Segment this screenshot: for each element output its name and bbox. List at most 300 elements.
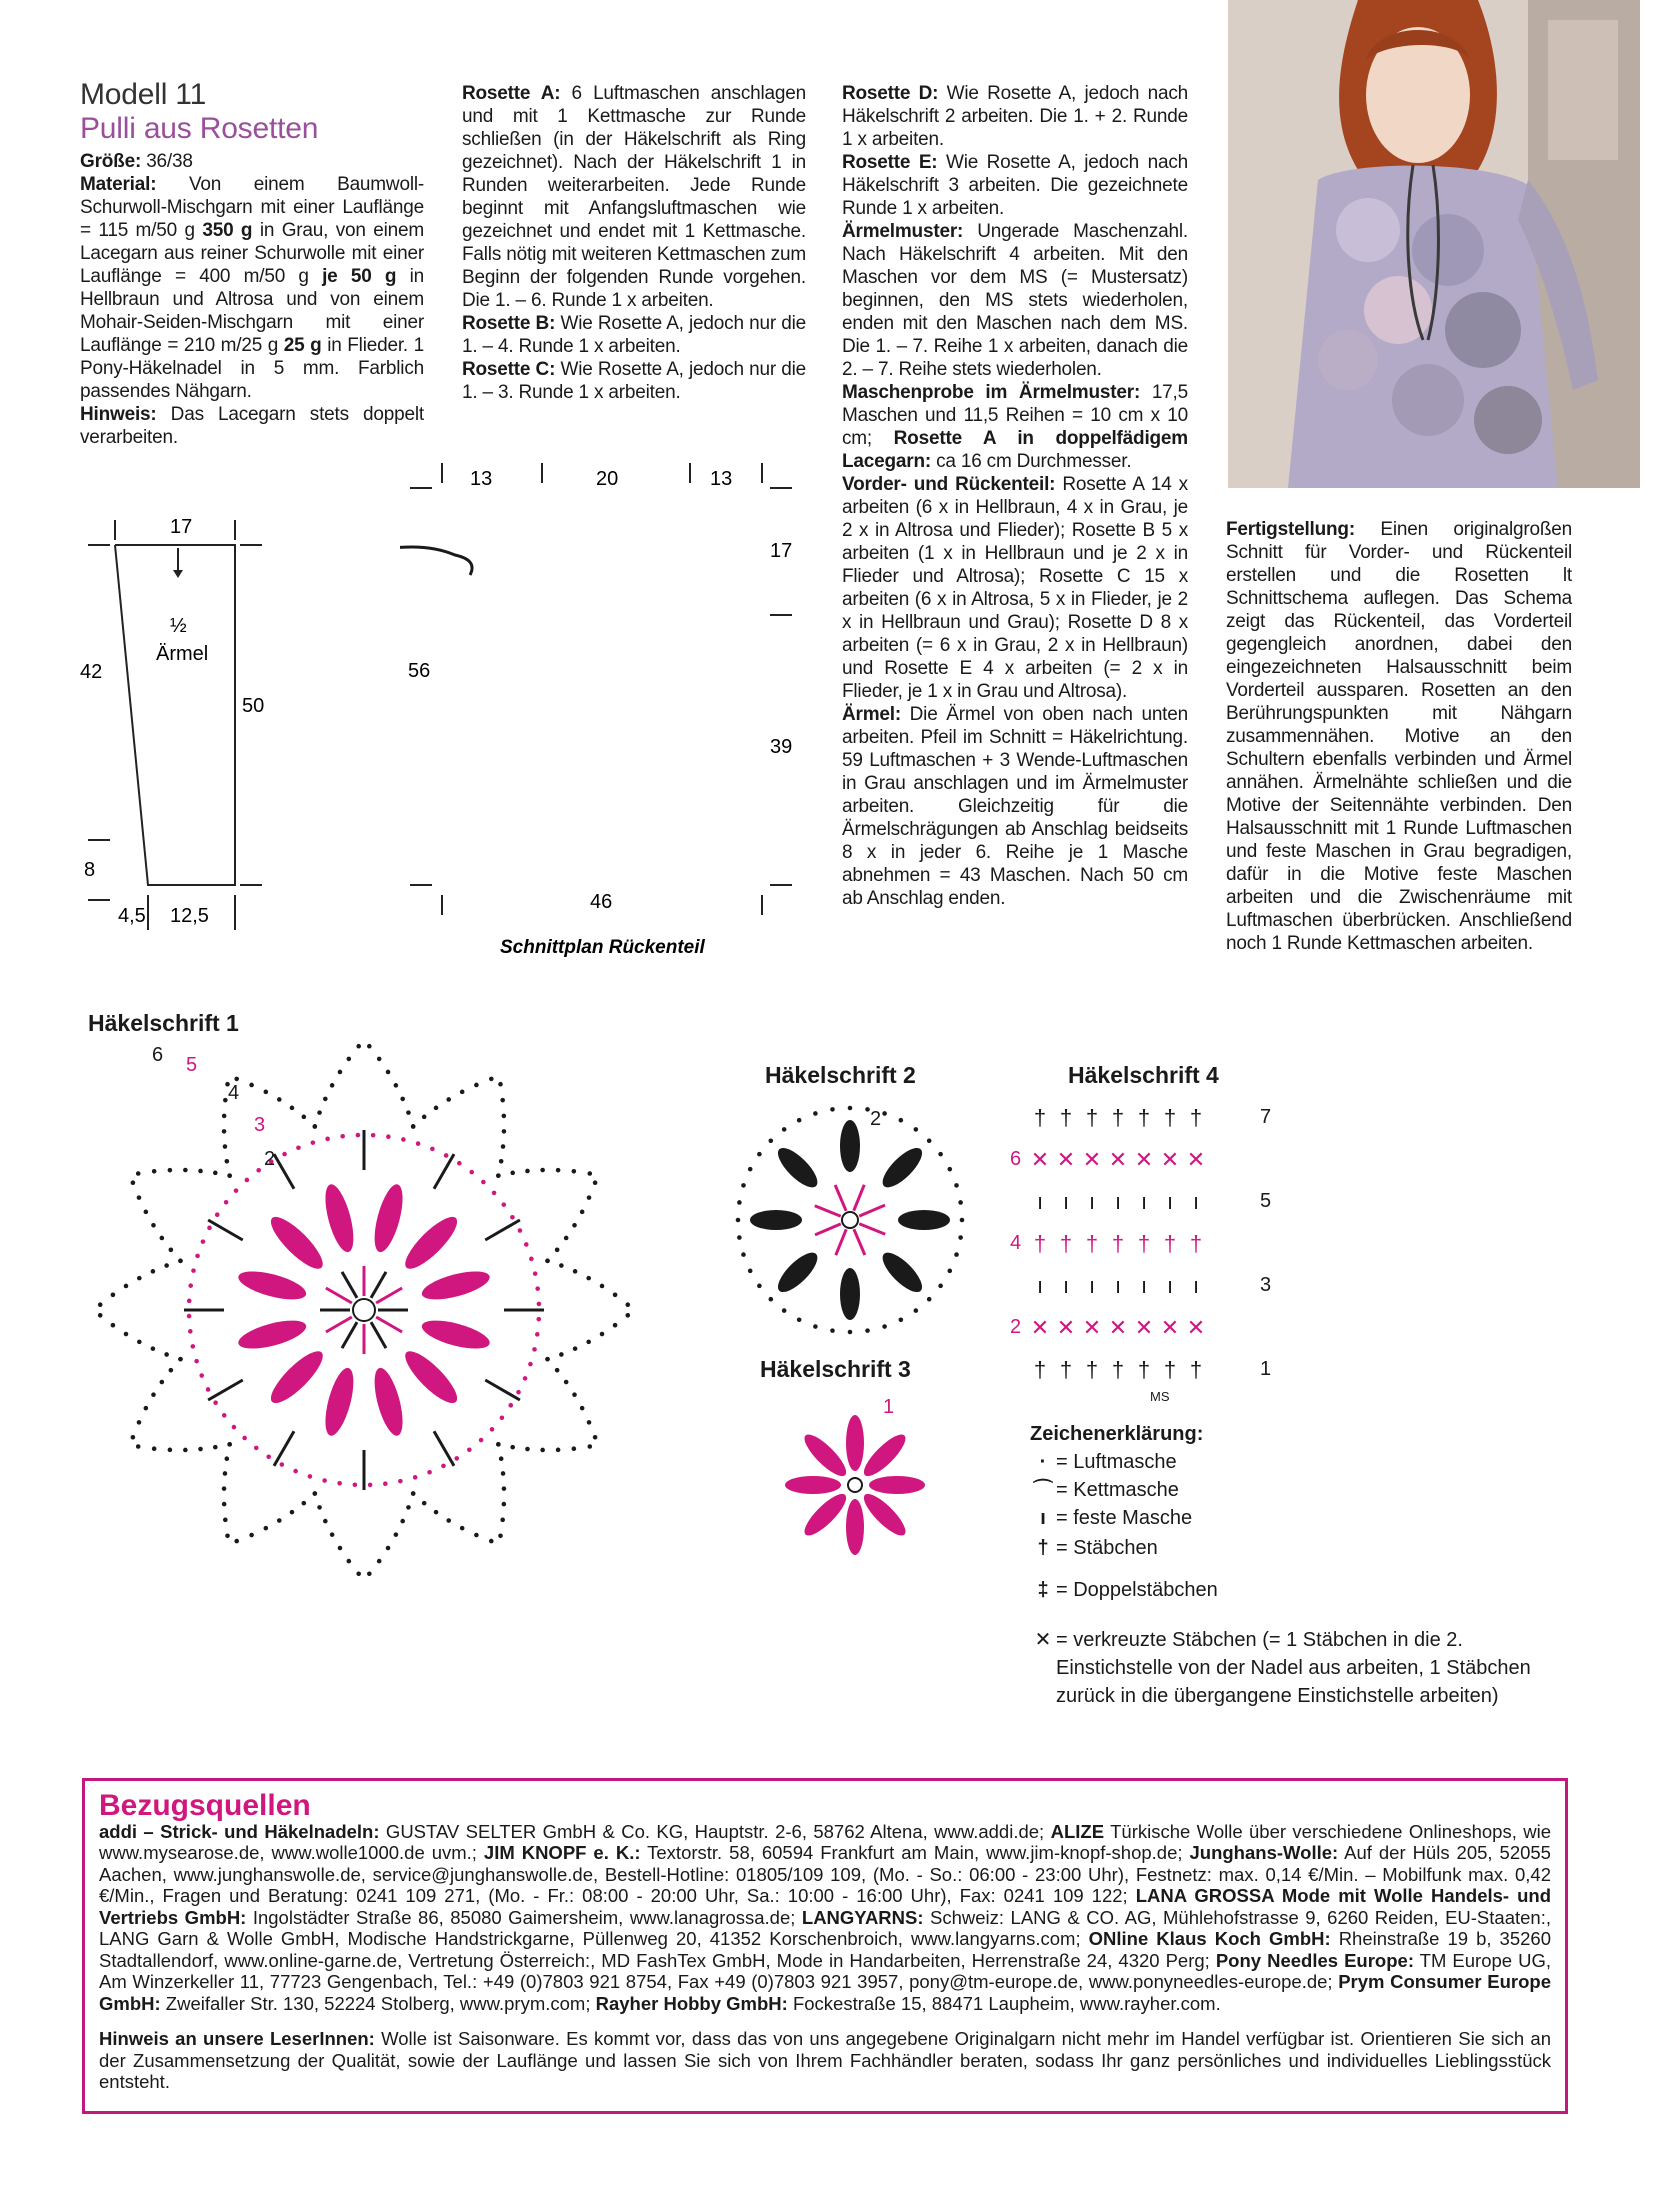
round-number: 5 <box>1260 1190 1272 1212</box>
material-text: in Hellbraun und Altrosa und von einem Mohair-Seiden-Mischgarn mit einer Lauflänge = 210 m/25 g <box>80 266 425 356</box>
chain-mark <box>469 1170 474 1175</box>
stitch-mark: ı <box>1140 1273 1148 1298</box>
chain-mark <box>914 1127 919 1132</box>
sleeve-label: Ärmel: <box>842 704 901 725</box>
chain-mark <box>848 1330 853 1335</box>
chain-mark <box>422 1501 427 1506</box>
chain-mark <box>164 1263 169 1268</box>
gauge-paragraph <box>842 381 1188 473</box>
chain-mark <box>293 1469 298 1474</box>
chain-mark <box>882 1111 887 1116</box>
chain-mark <box>330 1083 335 1088</box>
model-label: Modell 11 <box>80 78 207 111</box>
double-crochet-icon: † <box>1037 1537 1049 1559</box>
chain-mark <box>457 1161 462 1166</box>
chain-mark <box>313 1124 318 1129</box>
chain-mark <box>416 1141 421 1146</box>
chain-mark <box>769 1297 774 1302</box>
legend-item <box>1030 1448 1550 1476</box>
cluster-mark <box>320 1182 359 1255</box>
chain-mark <box>232 1425 237 1430</box>
chain-mark <box>537 1302 542 1307</box>
stitch-mark: ı <box>1166 1189 1174 1214</box>
stitch-mark: ı <box>1192 1273 1200 1298</box>
chain-mark <box>282 1152 287 1157</box>
chain-mark <box>222 1413 227 1418</box>
legend-text: = Stäbchen <box>1056 1537 1158 1559</box>
chain-mark <box>188 1283 193 1288</box>
chain-mark <box>98 1313 103 1318</box>
chain-mark <box>377 1057 382 1062</box>
size-value: 36/38 <box>146 151 193 172</box>
sources-box <box>82 1778 1568 2114</box>
chain-mark <box>198 1447 203 1452</box>
chain-mark <box>587 1444 592 1449</box>
round-number: 4 <box>1010 1232 1022 1254</box>
reader-note <box>99 2028 1551 2093</box>
stitch-mark <box>376 1317 402 1332</box>
hint-paragraph <box>80 403 424 449</box>
chain-mark <box>137 1340 142 1345</box>
chain-mark <box>479 1438 484 1443</box>
source-text: Auf der Hüls 205, 52055 Aachen, www.junghanswolle.de, service@junghanswolle.de, Bestell-Hotline: 01805/109 109, (Mo. - So.: 06:00 - 23:00 Uhr), Festnetz: max. 0,14 €/Min. – Mobilfunk max. 0,42 €/Min., Fragen und Beratung: 0241 109 271, (Mo. - Fr.: 08:00 - 20:00 Uhr, Sa.: 10:00 - 16:00 Uhr), Fax: 0241 109 122; <box>99 1842 1551 1906</box>
source-text: Rheinstraße 19 b, 35260 Stadtallendorf, www.online-garne.de, Vertretung Österreich:, MD FashTex GmbH, Mode in Handarbeiten, Herrenstraße 24, 4320 Perg; <box>99 1928 1552 1971</box>
chain-mark <box>340 1134 345 1139</box>
stitch-mark: ✕ <box>1160 1147 1180 1172</box>
column-materials <box>80 78 424 449</box>
gauge-label-2: Rosette A in doppelfädigem Lacegarn: <box>842 428 1188 472</box>
stitch-mark: † <box>1137 1105 1151 1130</box>
chain-mark <box>249 1533 254 1538</box>
chain-mark <box>313 1491 318 1496</box>
sleeve-pattern-label: Ärmelmuster: <box>842 221 964 242</box>
chain-mark <box>938 1284 943 1289</box>
hint-label: Hinweis: <box>80 404 157 425</box>
chain-mark <box>356 1571 361 1576</box>
chain-mark <box>498 1533 503 1538</box>
chain-mark <box>164 1352 169 1357</box>
chain-mark <box>98 1302 103 1307</box>
chain-mark <box>222 1129 227 1134</box>
chain-mark <box>460 1090 465 1095</box>
chain-mark <box>338 1070 343 1075</box>
chain-mark <box>559 1352 564 1357</box>
legend-item <box>1030 1576 1550 1604</box>
chain-mark <box>492 1191 497 1196</box>
cluster-mark <box>859 1429 911 1481</box>
chain-mark <box>741 1252 746 1257</box>
rosette-a-paragraph <box>462 82 806 312</box>
stitch-mark: † <box>1111 1105 1125 1130</box>
chain-mark <box>223 1144 228 1149</box>
chain-mark <box>411 1124 416 1129</box>
rosette-c-label: Rosette C: <box>462 359 556 380</box>
finishing-text: Einen originalgroßen Schnitt für Vorder- und Rückenteil erstellen und die Rosetten lt Schnittschema auflegen. Das Schema zeigt das Rückenteil, das Vorderteil gegengleich anordnen, dabei den eingezeichneten Halsausschnitt beim Vorderteil aussparen. Rosetten an den Berührungspunkten mit Nähgarn zusammennähen. Motive an den Schultern ebenfalls verbinden und Ärmel annähen. Ärmelnähte schließen und die Motive der Seitennähte verbinden. Den Halsausschnitt mit 1 Runde Luftmaschen und feste Maschen in Grau begradigen, dafür in die Motive feste Maschen arbeiten und die Zwischenräume mit Luftmaschen überbrücken. Anschließend noch 1 Runde Kettmaschen arbeiten. <box>1226 519 1572 954</box>
stitch-mark: ✕ <box>1160 1315 1180 1340</box>
hint-text: Das Lacegarn stets doppelt verarbeiten. <box>80 404 424 448</box>
stitch-mark <box>342 1272 357 1298</box>
cluster-mark <box>840 1120 860 1172</box>
chain-mark <box>151 1269 156 1274</box>
chain-mark <box>386 1070 391 1075</box>
stitch-mark: ✕ <box>1186 1315 1206 1340</box>
chain-mark <box>367 1571 372 1576</box>
material-amount: je 50 g <box>322 266 397 287</box>
stitch-mark: † <box>1033 1231 1047 1256</box>
chain-mark <box>454 1456 459 1461</box>
chain-mark <box>213 1445 218 1450</box>
back-bottom-width: 46 <box>590 891 613 913</box>
chain-mark <box>406 1110 411 1115</box>
cluster-mark <box>320 1365 359 1438</box>
chain-mark <box>532 1347 537 1352</box>
chain-mark <box>500 1518 505 1523</box>
stitch-mark: † <box>1059 1231 1073 1256</box>
chain-mark <box>371 1133 376 1138</box>
stitch-mark: † <box>1111 1231 1125 1256</box>
back-right-top: 17 <box>770 540 793 562</box>
legend-item <box>1030 1534 1550 1562</box>
chain-mark <box>199 1373 204 1378</box>
chain-mark <box>137 1195 142 1200</box>
chain-mark <box>323 1097 328 1102</box>
chain-mark <box>151 1223 156 1228</box>
stitch-mark: ı <box>1114 1189 1122 1214</box>
chain-mark <box>317 1110 322 1115</box>
chain-mark <box>593 1435 598 1440</box>
chain-mark <box>383 1481 388 1486</box>
material-amount: 25 g <box>283 335 322 356</box>
chart4-title: Häkelschrift 4 <box>1068 1062 1219 1088</box>
chain-mark <box>413 1475 418 1480</box>
single-crochet-icon: ı <box>1040 1507 1046 1529</box>
chain-mark <box>572 1446 577 1451</box>
chain-mark <box>137 1276 142 1281</box>
chain-mark <box>111 1293 116 1298</box>
chain-mark <box>958 1200 963 1205</box>
chain-mark <box>356 1044 361 1049</box>
chain-mark <box>533 1271 538 1276</box>
chain-mark <box>580 1210 585 1215</box>
chain-mark <box>586 1276 591 1281</box>
chain-mark <box>317 1505 322 1510</box>
chain-mark <box>224 1200 229 1205</box>
chain-mark <box>191 1268 196 1273</box>
chain-mark <box>545 1259 550 1264</box>
chain-mark <box>525 1447 530 1452</box>
chain-mark <box>573 1346 578 1351</box>
chain-mark <box>137 1420 142 1425</box>
chain-mark <box>168 1168 173 1173</box>
chain-mark <box>206 1387 211 1392</box>
chain-mark <box>249 1083 254 1088</box>
chain-mark <box>757 1284 762 1289</box>
column-rosettes <box>462 82 806 404</box>
chain-stitch-icon: · <box>1039 1451 1047 1473</box>
chain-mark <box>444 1153 449 1158</box>
chain-mark <box>338 1546 343 1551</box>
chain-mark <box>518 1228 523 1233</box>
stitch-mark <box>854 1229 865 1255</box>
model-photo-illustration <box>1228 0 1640 488</box>
stitch-mark <box>208 1220 243 1240</box>
stitch-mark <box>485 1380 520 1400</box>
chain-mark <box>528 1362 533 1367</box>
stitch-mark <box>342 1322 357 1348</box>
chain-mark <box>400 1519 405 1524</box>
chain-mark <box>234 1539 239 1544</box>
back-schematic <box>400 455 820 975</box>
stitch-mark <box>485 1220 520 1240</box>
chain-mark <box>502 1129 507 1134</box>
chain-mark <box>168 1448 173 1453</box>
chain-mark <box>625 1313 630 1318</box>
chain-mark <box>223 1098 228 1103</box>
gauge-text: 17,5 Maschen und 11,5 Reihen = 10 cm x 10 cm; <box>842 382 1188 449</box>
sources-text <box>99 1821 1551 2015</box>
legend-text: = verkreuzte Stäbchen (= 1 Stäbchen in die 2. Einstichstelle von der Nadel aus arbeiten, 1 Stäbchen zurück in die übergangene Einstichstelle arbeiten) <box>1056 1629 1531 1707</box>
material-amount: 350 g <box>202 220 253 241</box>
chain-mark <box>564 1380 569 1385</box>
chain-mark <box>625 1302 630 1307</box>
chain-mark <box>398 1479 403 1484</box>
chain-mark <box>927 1297 932 1302</box>
chain-mark <box>198 1169 203 1174</box>
chain-mark <box>460 1526 465 1531</box>
stitch-mark: ✕ <box>1030 1147 1050 1172</box>
chain-mark <box>813 1324 818 1329</box>
sleeve-schematic <box>70 500 300 940</box>
cluster-mark <box>840 1268 860 1320</box>
reader-note-label: Hinweis an unsere LeserInnen: <box>99 2028 375 2049</box>
stitch-mark: † <box>1033 1105 1047 1130</box>
chain-mark <box>277 1097 282 1102</box>
chain-mark <box>600 1332 605 1337</box>
finishing-paragraph <box>1226 518 1572 955</box>
source-name: addi – Strick- und Häkelnadeln: <box>99 1820 380 1842</box>
chain-mark <box>496 1173 501 1178</box>
back-top-mid: 20 <box>596 468 619 490</box>
chain-mark <box>556 1168 561 1173</box>
chain-mark <box>264 1090 269 1095</box>
stitch-mark: † <box>1059 1357 1073 1382</box>
rosette-b-paragraph <box>462 312 806 358</box>
chain-mark <box>160 1380 165 1385</box>
chain-mark <box>194 1359 199 1364</box>
stitch-mark: ✕ <box>1134 1315 1154 1340</box>
chain-mark <box>899 1118 904 1123</box>
stitch-mark: ✕ <box>1082 1147 1102 1172</box>
chain-mark <box>434 1510 439 1515</box>
stitch-mark: † <box>1059 1105 1073 1130</box>
chain-mark <box>223 1471 228 1476</box>
source-text: Textorstr. 58, 60594 Frankfurt am Main, www.jim-knopf-shop.de; <box>640 1842 1190 1863</box>
sleeve-text: Die Ärmel von oben nach unten arbeiten. Pfeil im Schnitt = Häkelrichtung. 59 Luftmaschen + 3 Wende-Luftmaschen in Grau anschlagen und im Ärmelmuster arbeiten. Gleichzeitig für die Ärmelschrägungen ab Anschlag beidseits 8 x in jeder 6. Reihe je 1 Masche abnehmen = 43 Maschen. Nach 50 cm ab Anschlag enden. <box>842 704 1188 909</box>
stitch-mark: † <box>1189 1357 1203 1382</box>
gauge-label: Maschenprobe im Ärmelmuster: <box>842 382 1141 403</box>
stitch-mark: ✕ <box>1082 1315 1102 1340</box>
crochet-chart-4 <box>1010 1095 1300 1405</box>
chart3-title: Häkelschrift 3 <box>760 1356 911 1382</box>
chain-mark <box>401 1137 406 1142</box>
sleeve-left-height: 42 <box>80 661 103 683</box>
stitch-mark <box>434 1154 454 1189</box>
chain-mark <box>131 1180 136 1185</box>
stitch-mark: † <box>1137 1357 1151 1382</box>
stitch-mark: ı <box>1088 1189 1096 1214</box>
crochet-chart-2 <box>725 1100 975 1340</box>
chain-mark <box>256 1168 261 1173</box>
back-left-height: 56 <box>408 660 431 682</box>
round-number: 3 <box>1260 1274 1272 1296</box>
chain-mark <box>498 1082 503 1087</box>
chain-mark <box>938 1152 943 1157</box>
chain-mark <box>510 1215 515 1220</box>
cluster-mark <box>236 1266 309 1305</box>
chain-mark <box>572 1392 577 1397</box>
chain-mark <box>899 1317 904 1322</box>
stitch-mark <box>376 1288 402 1303</box>
chain-mark <box>144 1406 149 1411</box>
stitch-mark: ✕ <box>1030 1315 1050 1340</box>
chain-mark <box>559 1263 564 1268</box>
chain-mark <box>296 1145 301 1150</box>
source-name: LANA GROSSA Mode mit Wolle Handels- und Vertriebs GmbH: <box>99 1885 1551 1928</box>
rosette-d-paragraph <box>842 82 1188 151</box>
chain-mark <box>169 1248 174 1253</box>
legend-item <box>1030 1626 1550 1710</box>
chain-mark <box>501 1144 506 1149</box>
stitch-mark <box>371 1322 386 1348</box>
sleeve-bottom-height: 8 <box>84 859 96 881</box>
source-name: ONline Klaus Koch GmbH: <box>1088 1928 1331 1949</box>
chain-mark <box>377 1559 382 1564</box>
chain-mark <box>958 1235 963 1240</box>
chain-mark <box>353 1482 358 1487</box>
chain-mark <box>215 1212 220 1217</box>
source-text: Zweifaller Str. 130, 52224 Stolberg, www.prym.com; <box>160 1992 596 2014</box>
chain-mark <box>337 1481 342 1486</box>
chain-mark <box>347 1559 352 1564</box>
cluster-mark <box>898 1210 950 1230</box>
crochet-direction-arrow-icon <box>173 570 183 578</box>
stitch-mark <box>326 1288 352 1303</box>
gauge-text-2: ca 16 cm Durchmesser. <box>931 451 1132 472</box>
chain-mark <box>188 1329 193 1334</box>
crochet-chart-3 <box>765 1395 945 1575</box>
chain-mark <box>523 1376 528 1381</box>
chain-mark <box>865 1328 870 1333</box>
chain-mark <box>516 1390 521 1395</box>
chain-mark <box>254 1446 259 1451</box>
chain-mark <box>242 1436 247 1441</box>
chain-mark <box>947 1167 952 1172</box>
chain-mark <box>187 1299 192 1304</box>
chain-mark <box>183 1168 188 1173</box>
round-number: 1 <box>1260 1358 1272 1380</box>
chain-mark <box>587 1420 592 1425</box>
chain-mark <box>325 1137 330 1142</box>
cluster-mark <box>399 1210 464 1275</box>
chain-mark <box>446 1097 451 1102</box>
cluster-mark <box>399 1345 464 1410</box>
chain-mark <box>225 1533 230 1538</box>
stitch-mark: † <box>1085 1357 1099 1382</box>
chain-mark <box>490 1427 495 1432</box>
front-back-paragraph <box>842 473 1188 703</box>
legend-text: = Luftmasche <box>1056 1451 1177 1473</box>
source-text: Ingolstädter Straße 86, 85080 Gaimersheim, www.lanagrossa.de; <box>246 1906 802 1928</box>
chain-mark <box>183 1448 188 1453</box>
chain-mark <box>152 1446 157 1451</box>
sleeve-pattern-text: Ungerade Maschenzahl. Nach Häkelschrift 4 arbeiten. Mit den Maschen vor dem MS (= Mustersatz) beginnen, den MS stets wiederholen, enden mit den Maschen nach dem MS. Die 1. – 7. Reihe 1 x arbeiten, danach die 2. – 7. Reihe stets wiederholen. <box>842 221 1188 380</box>
cluster-mark <box>846 1415 864 1471</box>
cluster-mark <box>264 1210 329 1275</box>
column-instructions <box>842 82 1188 910</box>
chain-mark <box>830 1107 835 1112</box>
chain-mark <box>496 1442 501 1447</box>
material-label: Material: <box>80 174 157 195</box>
chain-mark <box>600 1284 605 1289</box>
chain-mark <box>225 1159 230 1164</box>
chain-mark <box>502 1502 507 1507</box>
cluster-mark <box>877 1247 928 1298</box>
page-title: Pulli aus Rosetten <box>80 112 319 145</box>
cluster-mark <box>236 1315 309 1354</box>
chain-mark <box>736 1218 741 1223</box>
legend-item <box>1030 1476 1550 1504</box>
round-number: 3 <box>254 1114 266 1136</box>
chain-mark <box>322 1478 327 1483</box>
chain-mark <box>302 1501 307 1506</box>
chain-mark <box>290 1510 295 1515</box>
chain-mark <box>302 1115 307 1120</box>
stitch-mark <box>854 1185 864 1211</box>
chain-mark <box>502 1114 507 1119</box>
chain-mark <box>564 1236 569 1241</box>
chain-mark <box>227 1173 232 1178</box>
chain-mark <box>748 1269 753 1274</box>
rosette-e-paragraph <box>842 151 1188 220</box>
source-text: Fockestraße 15, 88471 Laupheim, www.rayher.com. <box>787 1992 1221 2014</box>
sleeve-half-label: ½ <box>170 615 187 637</box>
stitch-mark <box>859 1224 885 1234</box>
chain-mark <box>524 1242 529 1247</box>
sleeve-label: Ärmel <box>156 643 209 665</box>
round-number: 6 <box>1010 1148 1022 1170</box>
column-finishing <box>1226 518 1572 955</box>
source-name: Pony Needles Europe: <box>1215 1949 1414 1971</box>
stitch-mark <box>815 1224 841 1235</box>
cluster-mark <box>419 1315 492 1354</box>
stitch-mark: ı <box>1088 1273 1096 1298</box>
chain-mark <box>277 1518 282 1523</box>
legend-text: = feste Masche <box>1056 1507 1193 1529</box>
rosette-d-label: Rosette D: <box>842 83 939 104</box>
back-right-height: 39 <box>770 736 793 758</box>
source-text: Türkische Wolle über verschiedene Onlineshops, wie www.mysearose.de, www.wolle1000.de uvm.; <box>99 1820 1551 1863</box>
slip-stitch-icon: ⌒ <box>1033 1479 1053 1501</box>
chain-mark <box>136 1171 141 1176</box>
cluster-mark <box>369 1365 408 1438</box>
round-number: 7 <box>1260 1106 1272 1128</box>
cluster-mark <box>869 1476 925 1494</box>
chain-mark <box>830 1328 835 1333</box>
chain-mark <box>573 1269 578 1274</box>
chain-mark <box>386 1134 391 1139</box>
rosette-d-text: Wie Rosette A, jedoch nach Häkelschrift 2 arbeiten. Die 1. + 2. Runde 1 x arbeiten. <box>842 83 1188 150</box>
chain-mark <box>227 1442 232 1447</box>
